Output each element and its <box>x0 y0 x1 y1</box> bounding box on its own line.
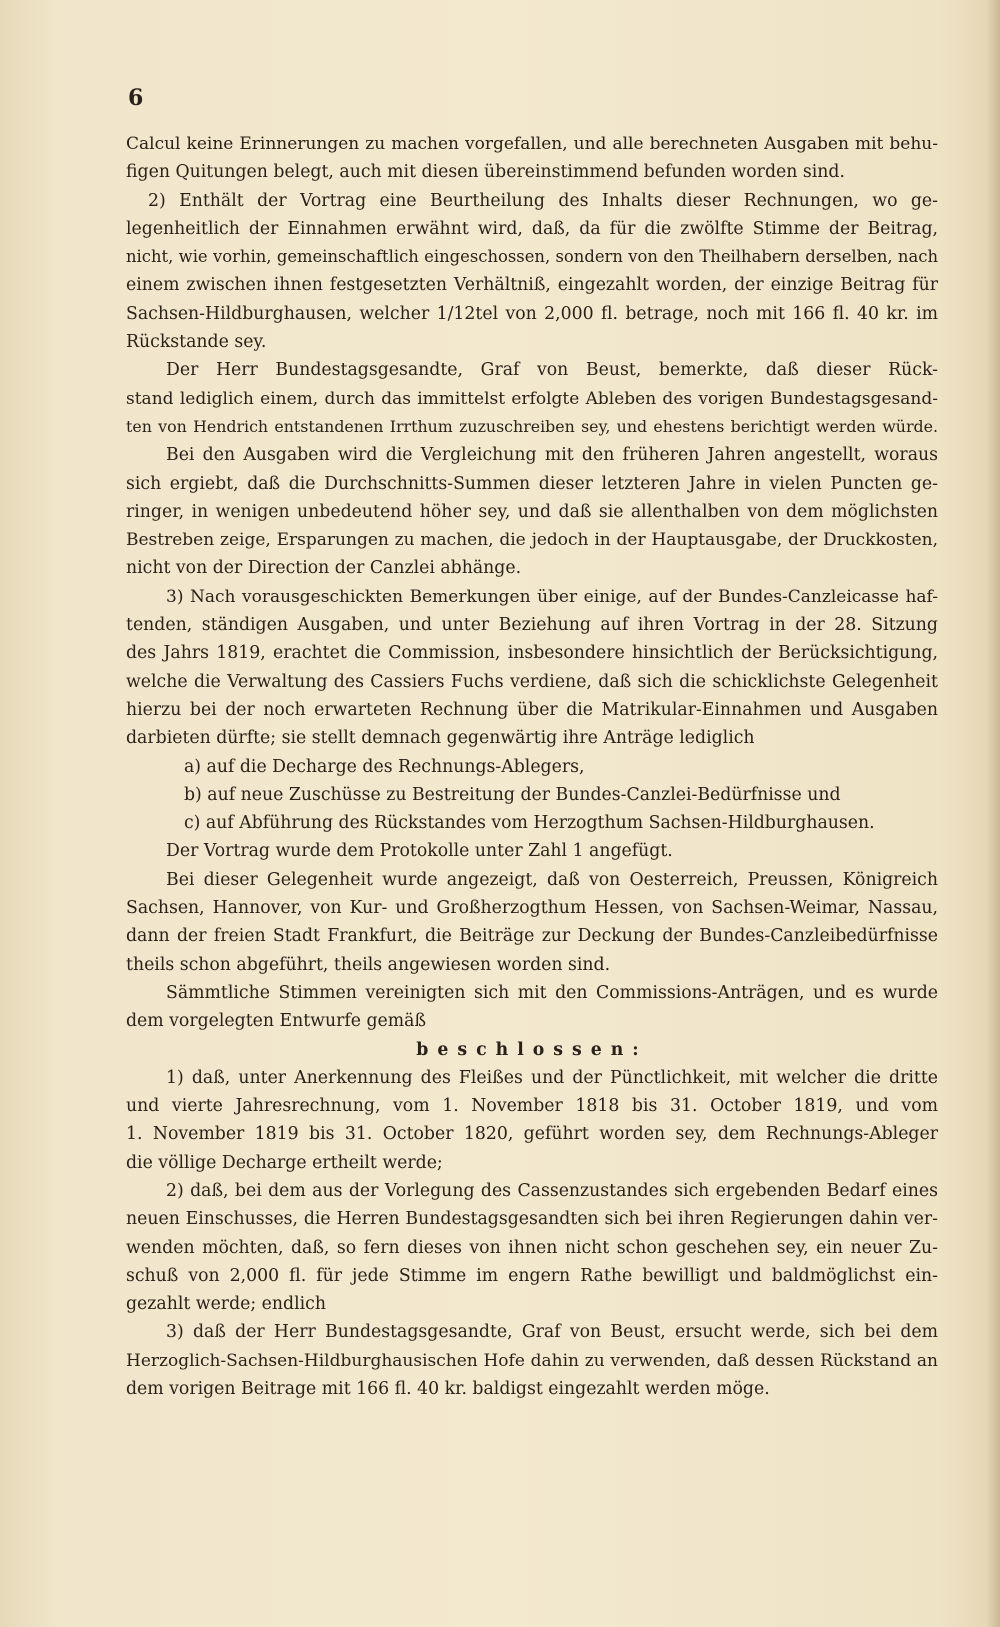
text-line: 1. November 1819 bis 31. October 1820, geführt worden sey, dem Rechnungs-Ableger <box>126 1124 938 1145</box>
text-line: welche die Verwaltung des Cassiers Fuchs verdiene, daß sich die schicklichste Gelegenheit <box>126 671 938 692</box>
text-line: Sachsen, Hannover, von Kur- und Großherzogthum Hessen, von Sachsen-Weimar, Nassau, <box>126 898 938 919</box>
text-line: dem vorigen Beitrage mit 166 fl. 40 kr. baldigst eingezahlt werden möge. <box>126 1379 770 1400</box>
text-line: schuß von 2,000 fl. für jede Stimme im engern Rathe bewilligt und baldmöglichst ein- <box>126 1265 938 1286</box>
text-line: Sämmtliche Stimmen vereinigten sich mit den Commissions-Anträgen, und es wurde <box>166 982 938 1003</box>
list-item: c) auf Abführung des Rückstandes vom Herzogthum Sachsen-Hildburghausen. <box>184 813 875 834</box>
text-line: darbieten dürfte; sie stellt demnach gegenwärtig ihre Anträge lediglich <box>126 728 755 749</box>
text-line: nicht, wie vorhin, gemeinschaftlich eingeschossen, sondern von den Theilhabern derselben, nach <box>126 247 938 267</box>
text-line: nicht von der Direction der Canzlei abhänge. <box>126 558 522 579</box>
text-block <box>126 130 938 1403</box>
page-number: 6 <box>128 85 144 111</box>
text-line: Herzoglich-Sachsen-Hildburghausischen Hofe dahin zu verwenden, daß dessen Rückstand an <box>126 1350 938 1371</box>
list-item: a) auf die Decharge des Rechnungs-Ablegers, <box>184 756 585 777</box>
text-line: figen Quitungen belegt, auch mit diesen übereinstimmend befunden worden sind. <box>126 162 845 183</box>
text-line: sich ergiebt, daß die Durchschnitts-Summen dieser letzteren Jahre in vielen Puncten ge- <box>126 473 938 494</box>
text-line: Calcul keine Erinnerungen zu machen vorgefallen, und alle berechneten Ausgaben mit behu- <box>126 134 938 154</box>
text-line: dann der freien Stadt Frankfurt, die Beiträge zur Deckung der Bundes-Canzleibedürfnisse <box>126 926 938 947</box>
text-line: Bei dieser Gelegenheit wurde angezeigt, daß von Oesterreich, Preussen, Königreich <box>166 869 938 890</box>
text-line: Sachsen-Hildburghausen, welcher 1/12tel von 2,000 fl. betrage, noch mit 166 fl. 40 kr. im <box>126 303 938 324</box>
text-line: 1) daß, unter Anerkennung des Fleißes und der Pünctlichkeit, mit welcher die dritte <box>166 1067 938 1088</box>
text-line: 2) Enthält der Vortrag eine Beurtheilung des Inhalts dieser Rechnungen, wo ge- <box>148 190 938 211</box>
text-line: Bei den Ausgaben wird die Vergleichung mit den früheren Jahren angestellt, woraus <box>166 445 938 466</box>
text-line: ten von Hendrich entstandenen Irrthum zuzuschreiben sey, und ehestens berichtigt werden würde. <box>126 416 938 436</box>
text-line: theils schon abgeführt, theils angewiesen worden sind. <box>126 954 611 975</box>
resolution-heading: beschlossen: <box>416 1039 648 1060</box>
text-line: Bestreben zeige, Ersparungen zu machen, die jedoch in der Hauptausgabe, der Druckkosten, <box>126 530 938 551</box>
text-line: des Jahrs 1819, erachtet die Commission, insbesondere hinsichtlich der Berücksichtigung, <box>126 643 938 664</box>
text-line: hierzu bei der noch erwarteten Rechnung über die Matrikular-Einnahmen und Ausgaben <box>126 699 938 720</box>
text-line: einem zwischen ihnen festgesetzten Verhältniß, eingezahlt worden, der einzige Beitrag für <box>126 275 938 296</box>
text-line: dem vorgelegten Entwurfe gemäß <box>126 1011 427 1032</box>
text-line: legenheitlich der Einnahmen erwähnt wird, daß, da für die zwölfte Stimme der Beitrag, <box>126 218 938 239</box>
text-line: 2) daß, bei dem aus der Vorlegung des Cassenzustandes sich ergebenden Bedarf eines <box>166 1180 938 1201</box>
text-line: ringer, in wenigen unbedeutend höher sey, und daß sie allenthalben von dem möglichsten <box>126 501 938 522</box>
text-line: die völlige Decharge ertheilt werde; <box>126 1152 443 1173</box>
list-item: b) auf neue Zuschüsse zu Bestreitung der Bundes-Canzlei-Bedürfnisse und <box>184 784 841 805</box>
text-line: Rückstande sey. <box>126 332 267 353</box>
text-line: wenden möchten, daß, so fern dieses von ihnen nicht schon geschehen sey, ein neuer Zu- <box>126 1237 938 1258</box>
text-line: und vierte Jahresrechnung, vom 1. November 1818 bis 31. October 1819, und vom <box>126 1096 938 1117</box>
text-line: Der Herr Bundestagsgesandte, Graf von Beust, bemerkte, daß dieser Rück- <box>166 360 938 381</box>
text-line: neuen Einschusses, die Herren Bundestagsgesandten sich bei ihren Regierungen dahin ver- <box>126 1209 938 1230</box>
text-line: 3) daß der Herr Bundestagsgesandte, Graf von Beust, ersucht werde, sich bei dem <box>166 1322 938 1343</box>
text-line: 3) Nach vorausgeschickten Bemerkungen über einige, auf der Bundes-Canzleicasse haf- <box>166 586 938 607</box>
text-line: stand lediglich einem, durch das immittelst erfolgte Ableben des vorigen Bundestagsgesand- <box>126 388 938 409</box>
page-edge-shadow <box>986 0 1000 1627</box>
text-line: gezahlt werde; endlich <box>126 1294 326 1315</box>
text-line: Der Vortrag wurde dem Protokolle unter Zahl 1 angefügt. <box>166 841 673 862</box>
text-line: tenden, ständigen Ausgaben, und unter Beziehung auf ihren Vortrag in der 28. Sitzung <box>126 615 938 636</box>
